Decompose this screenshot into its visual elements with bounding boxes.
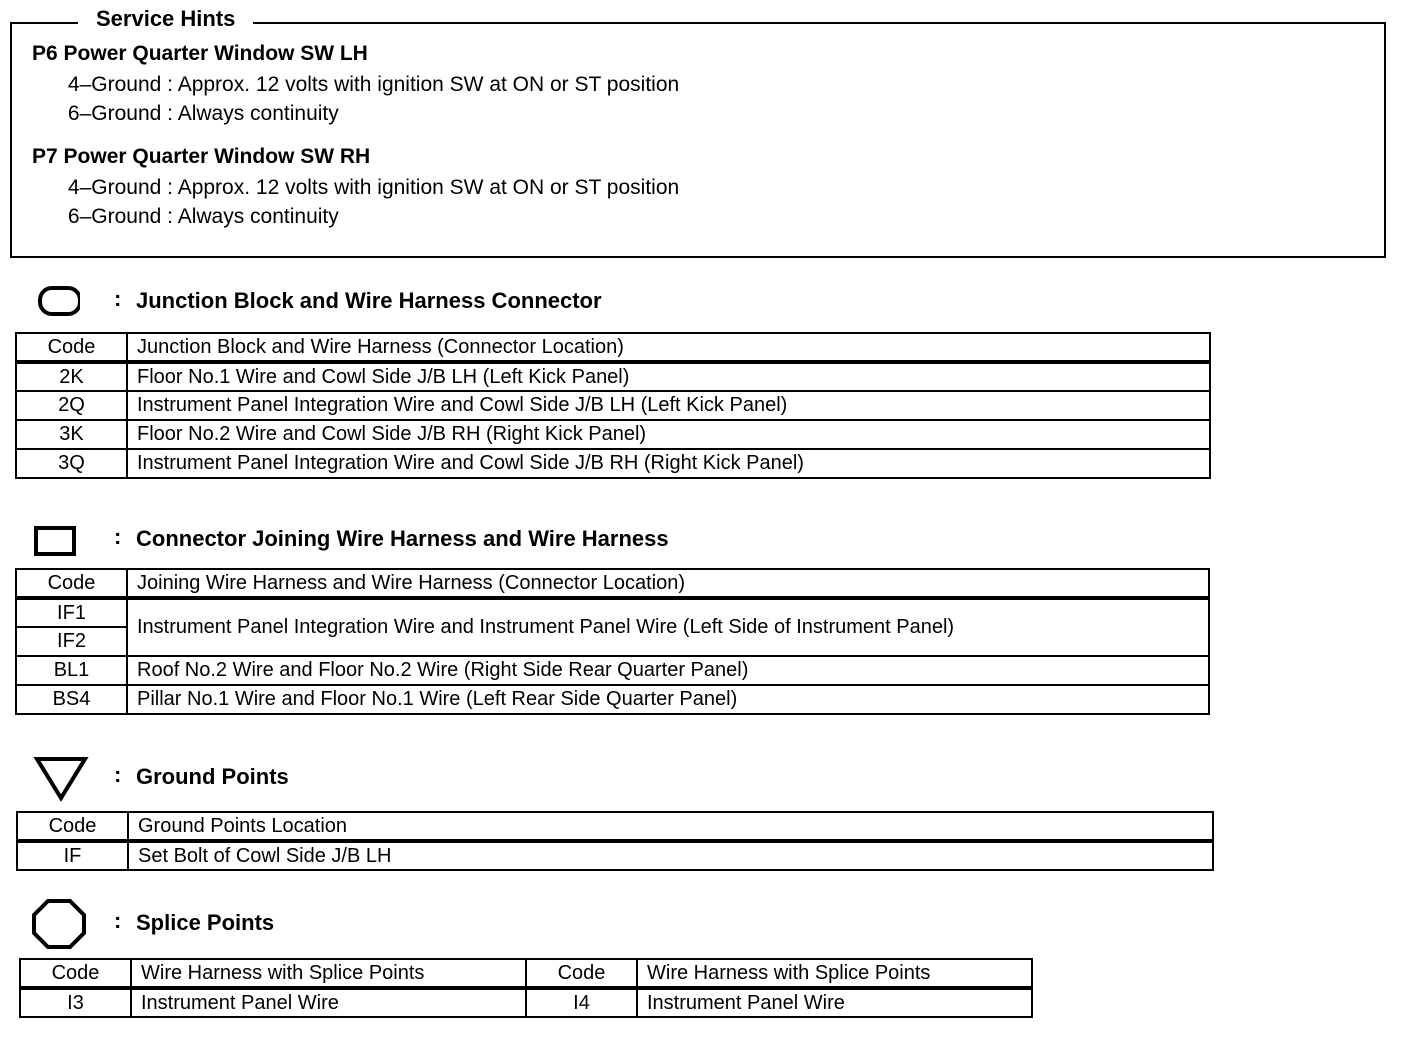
section-colon: : (114, 524, 122, 549)
header-desc: Wire Harness with Splice Points (131, 959, 526, 988)
hint-line (56, 202, 679, 231)
section-colon: : (114, 762, 122, 787)
row-code: 2Q (16, 391, 127, 420)
table-row (16, 391, 1210, 420)
hint-line (56, 173, 679, 202)
header-code: Code (16, 569, 127, 598)
splice-table (19, 958, 1033, 1018)
connector-table (15, 568, 1210, 715)
row-code: 2K (16, 362, 127, 391)
triangle-down-icon (30, 756, 90, 804)
hint-term: 4–Ground : (67, 73, 173, 96)
rounded-rectangle-icon (30, 284, 80, 318)
header-code: Code (17, 812, 128, 841)
row-code: IF (17, 841, 128, 870)
row-code: BS4 (16, 685, 127, 714)
service-hints-title: Service Hints (78, 6, 253, 32)
hint-line (56, 70, 679, 99)
table-header-row (16, 333, 1210, 362)
table-row (16, 362, 1210, 391)
rectangle-icon (30, 522, 80, 556)
header-desc-b: Wire Harness with Splice Points (637, 959, 1032, 988)
hint-text: Always continuity (177, 102, 339, 125)
row-code: I3 (20, 988, 131, 1017)
row-desc: Pillar No.1 Wire and Floor No.1 Wire (Left Rear Side Quarter Panel) (127, 685, 1209, 714)
octagon-icon (30, 898, 90, 950)
hint-term: 4–Ground : (67, 176, 173, 199)
row-desc: Roof No.2 Wire and Floor No.2 Wire (Right Side Rear Quarter Panel) (127, 656, 1209, 685)
hint-term: 6–Ground : (67, 102, 173, 125)
section-title: Junction Block and Wire Harness Connector (136, 288, 602, 313)
row-code: IF2 (16, 627, 127, 656)
row-code-b: I4 (526, 988, 637, 1017)
row-code: IF1 (16, 598, 127, 627)
table-row (20, 988, 1032, 1017)
table-header-row (16, 569, 1209, 598)
hint-line (56, 99, 679, 128)
row-desc: Instrument Panel Integration Wire and Instrument Panel Wire (Left Side of Instrument Panel) (127, 598, 1209, 656)
row-code: 3Q (16, 449, 127, 478)
hint-term: 6–Ground : (67, 205, 173, 228)
row-desc-b: Instrument Panel Wire (637, 988, 1032, 1017)
header-desc: Joining Wire Harness and Wire Harness (Connector Location) (127, 569, 1209, 598)
table-row (16, 449, 1210, 478)
table-row (16, 656, 1209, 685)
header-desc: Junction Block and Wire Harness (Connector Location) (127, 333, 1210, 362)
table-row (17, 841, 1213, 870)
table-row (16, 685, 1209, 714)
table-header-row (17, 812, 1213, 841)
table-header-row (20, 959, 1032, 988)
switch-p6-hints (32, 42, 679, 128)
row-desc: Floor No.2 Wire and Cowl Side J/B RH (Right Kick Panel) (127, 420, 1210, 449)
header-desc: Ground Points Location (128, 812, 1213, 841)
switch-title: P6 Power Quarter Window SW LH (32, 42, 368, 65)
table-row (16, 420, 1210, 449)
junction-table (15, 332, 1211, 479)
row-desc: Instrument Panel Integration Wire and Cowl Side J/B LH (Left Kick Panel) (127, 391, 1210, 420)
section-colon: : (114, 286, 122, 311)
switch-title: P7 Power Quarter Window SW RH (32, 145, 371, 168)
header-code: Code (16, 333, 127, 362)
row-desc: Instrument Panel Integration Wire and Cowl Side J/B RH (Right Kick Panel) (127, 449, 1210, 478)
row-desc: Set Bolt of Cowl Side J/B LH (128, 841, 1213, 870)
hint-text: Approx. 12 volts with ignition SW at ON or ST position (177, 176, 680, 199)
row-desc: Floor No.1 Wire and Cowl Side J/B LH (Left Kick Panel) (127, 362, 1210, 391)
hint-text: Approx. 12 volts with ignition SW at ON or ST position (177, 73, 680, 96)
section-title: Splice Points (136, 910, 275, 935)
header-code-b: Code (526, 959, 637, 988)
hint-text: Always continuity (177, 205, 339, 228)
table-row (16, 598, 1209, 627)
section-title: Ground Points (136, 764, 289, 789)
switch-p7-hints (32, 145, 679, 231)
section-title: Connector Joining Wire Harness and Wire Harness (136, 526, 669, 551)
section-colon: : (114, 908, 122, 933)
row-code: 3K (16, 420, 127, 449)
ground-table (16, 811, 1214, 871)
row-desc: Instrument Panel Wire (131, 988, 526, 1017)
header-code: Code (20, 959, 131, 988)
row-code: BL1 (16, 656, 127, 685)
